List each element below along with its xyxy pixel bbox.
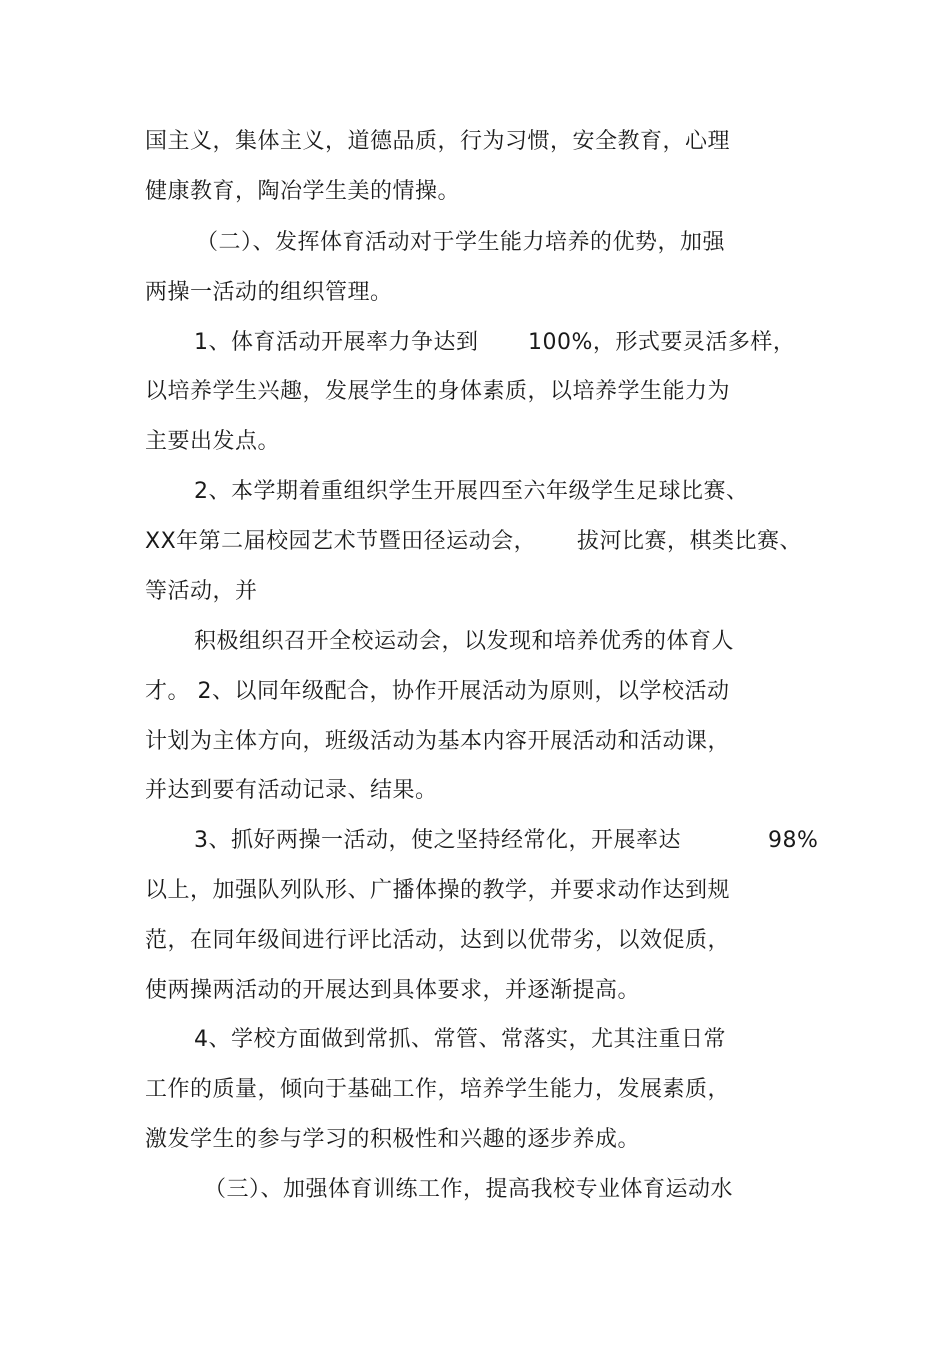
text-line-18: 使两操两活动的开展达到具体要求，并逐渐提高。 — [145, 978, 641, 1003]
text-line-13: 计划为主体方向，班级活动为基本内容开展活动和活动课， — [145, 729, 731, 754]
text-line-14: 并达到要有活动记录、结果。 — [145, 778, 438, 803]
text-line-8: 2、本学期着重组织学生开展四至六年级学生足球比赛、 — [194, 479, 749, 504]
text-line-7: 主要出发点。 — [145, 429, 281, 454]
text-line-19: 4、学校方面做到常抓、常管、常落实，尤其注重日常 — [194, 1027, 726, 1052]
text-line-2: 健康教育，陶冶学生美的情操。 — [145, 179, 461, 204]
text-line-9b: 拔河比赛，棋类比赛、 — [577, 529, 803, 554]
text-line-20: 工作的质量，倾向于基础工作，培养学生能力，发展素质， — [145, 1077, 731, 1102]
text-line-21: 激发学生的参与学习的积极性和兴趣的逐步养成。 — [145, 1127, 641, 1152]
text-line-16: 以上，加强队列队形、广播体操的教学，并要求动作达到规 — [145, 878, 731, 903]
text-line-4: 两操一活动的组织管理。 — [145, 280, 393, 305]
text-line-6: 以培养学生兴趣，发展学生的身体素质，以培养学生能力为 — [145, 379, 731, 404]
text-line-1: 国主义，集体主义，道德品质，行为习惯，安全教育，心理 — [145, 129, 731, 154]
text-line-11: 积极组织召开全校运动会，以发现和培养优秀的体育人 — [194, 629, 735, 654]
text-line-15: 3、抓好两操一活动，使之坚持经常化，开展率达 — [194, 828, 681, 853]
text-line-10: 等活动，并 — [145, 579, 258, 604]
text-line-5b: 100%，形式要灵活多样， — [528, 330, 796, 355]
text-line-17: 范，在同年级间进行评比活动，达到以优带劣，以效促质， — [145, 928, 731, 953]
text-line-12: 才。 2、以同年级配合，协作开展活动为原则，以学校活动 — [145, 679, 730, 704]
text-line-9: XX年第二届校园艺术节暨田径运动会， — [145, 529, 537, 554]
text-line-3: （二）、发挥体育活动对于学生能力培养的优势，加强 — [196, 230, 726, 255]
text-line-5: 1、体育活动开展率力争达到 — [194, 330, 479, 355]
text-line-15b: 98% — [768, 828, 819, 853]
text-line-22: （三）、加强体育训练工作，提高我校专业体育运动水 — [204, 1177, 734, 1202]
